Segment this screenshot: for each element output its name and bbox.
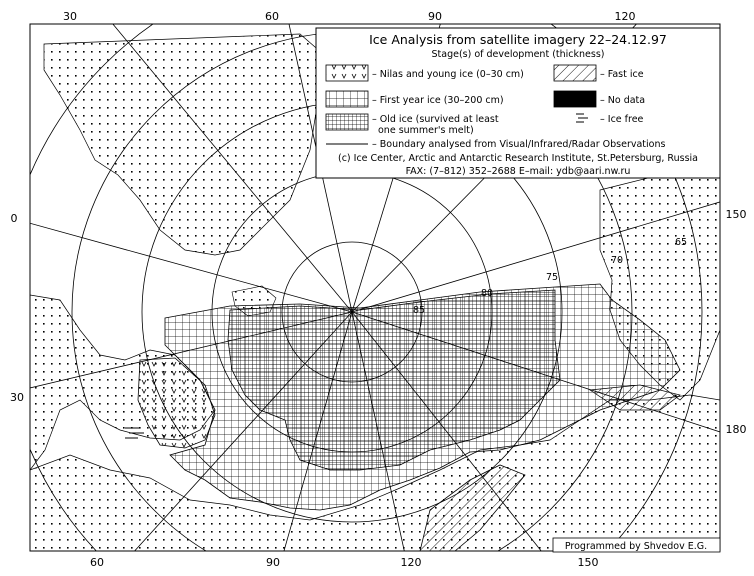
lat-label-80: 80 (480, 288, 494, 299)
edge-label-bottom-2: 90 (266, 556, 280, 569)
legend-ice-free-label: – Ice free (600, 114, 644, 125)
lat-label-85: 85 (412, 305, 426, 316)
edge-label-left-2: 30 (10, 391, 24, 404)
legend-old-label-1: – Old ice (survived at least (372, 114, 499, 125)
legend-credit-line2: FAX: (7–812) 352–2688 E–mail: ydb@aari.nw.ru (405, 166, 631, 177)
legend-nilas-label: – Nilas and young ice (0–30 cm) (372, 69, 524, 80)
edge-label-bottom-4: 150 (577, 556, 599, 569)
footer (553, 538, 720, 552)
footer-credit: Programmed by Shvedov E.G. (564, 541, 708, 552)
edge-label-right-2: 180 (725, 423, 747, 436)
edge-label-top-4: 120 (614, 10, 636, 23)
edge-label-top-1: 30 (63, 10, 77, 23)
edge-label-left-1: 0 (10, 212, 18, 225)
legend (316, 28, 720, 178)
swatch-fast-ice (554, 65, 596, 81)
swatch-nilas-young-ice (326, 65, 368, 81)
legend-title: Ice Analysis from satellite imagery 22–24.12.97 (369, 32, 667, 47)
swatch-old-ice (326, 114, 368, 130)
legend-first-year-label: – First year ice (30–200 cm) (372, 95, 504, 106)
legend-old-label-2: one summer's melt) (378, 125, 474, 136)
legend-fast-label: – Fast ice (600, 69, 644, 80)
lat-label-75: 75 (545, 272, 559, 283)
lat-label-70: 70 (610, 255, 624, 266)
swatch-no-data (554, 91, 596, 107)
legend-credit-line1: (c) Ice Center, Arctic and Antarctic Research Institute, St.Petersburg, Russia (337, 153, 699, 164)
edge-label-bottom-3: 120 (400, 556, 422, 569)
swatch-first-year-ice (326, 91, 368, 107)
legend-boundary-label: – Boundary analysed from Visual/Infrared/Radar Observations (372, 139, 666, 150)
edge-label-right-1: 150 (725, 208, 747, 221)
edge-label-top-3: 90 (428, 10, 442, 23)
legend-subtitle: Stage(s) of development (thickness) (431, 49, 605, 60)
edge-label-top-2: 60 (265, 10, 279, 23)
legend-no-data-label: – No data (600, 95, 646, 106)
lat-label-65: 65 (674, 237, 688, 248)
edge-label-bottom-1: 60 (90, 556, 104, 569)
